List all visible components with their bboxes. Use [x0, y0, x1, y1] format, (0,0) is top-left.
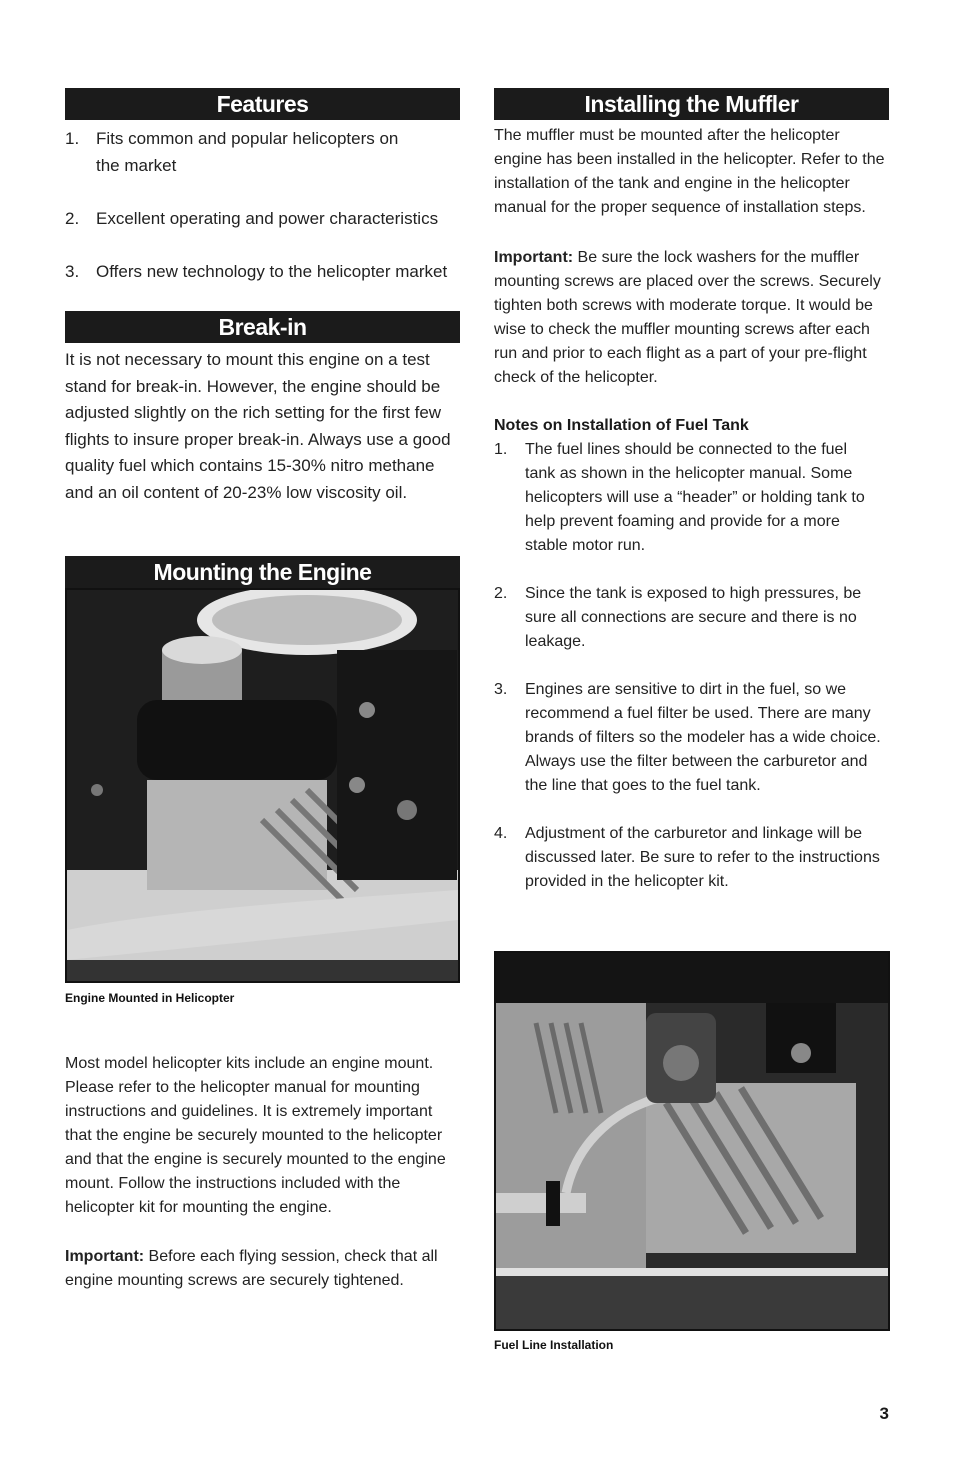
mounting-important: Important: Before each flying session, check that all engine mounting screws are securely tightened.	[65, 1248, 438, 1289]
tank-notes-list	[494, 438, 889, 894]
mounting-heading: Mounting the Engine	[65, 556, 460, 588]
important-label: Important:	[65, 1248, 145, 1265]
features-heading: Features	[65, 88, 460, 120]
list-item: 3. Engines are sensitive to dirt in the fuel, so we recommend a fuel filter be used. There are many brands of filters so the modeler has a wide choice. Always use the filter between the carburetor and the line that goes to the fuel tank.	[494, 681, 881, 794]
engine-photo-caption: Engine Mounted in Helicopter	[65, 991, 235, 1005]
fuel-line-photo	[494, 951, 890, 1331]
tank-subheading: Notes on Installation of Fuel Tank	[494, 417, 749, 434]
muffler-important: Important: Be sure the lock washers for the muffler mounting screws are placed over the screws. Securely tighten both screws with moderate torque. It would be wise to check the muffler mounting screws after each run and prior to each flight as a part of your pre-flight check of the helicopter.	[494, 249, 881, 386]
engine-photo-illustration	[67, 590, 458, 981]
list-item: 4. Adjustment of the carburetor and linkage will be discussed later. Be sure to refer to the instructions provided in the helicopter kit.	[494, 825, 880, 890]
breakin-heading: Break-in	[65, 311, 460, 343]
left-column	[65, 88, 460, 1293]
list-item: 1. The fuel lines should be connected to the fuel tank as shown in the helicopter manual. Some helicopters will use a “header” or holding tank to help prevent foaming and provide for a more stable motor run.	[494, 441, 865, 554]
fuel-photo-caption: Fuel Line Installation	[494, 1338, 614, 1352]
muffler-heading: Installing the Muffler	[494, 88, 889, 120]
list-item: 3. Offers new technology to the helicopter market	[65, 262, 448, 281]
list-item: 2. Excellent operating and power characteristics	[65, 209, 439, 228]
list-item: 2. Since the tank is exposed to high pressures, be sure all connections are secure and there is no leakage.	[494, 585, 862, 650]
page-number: 3	[879, 1404, 889, 1423]
mounting-paragraph: Most model helicopter kits include an engine mount. Please refer to the helicopter manual for mounting instructions and guidelines. It is extremely important that the engine be securely mounted to the helicopter and that the engine is securely mounted to the engine mount. Follow the instructions included with the helicopter kit for mounting the engine.	[65, 1055, 446, 1216]
breakin-text: It is not necessary to mount this engine on a test stand for break-in. However, the engine should be adjusted slightly on the rich setting for the first few flights to insure proper break-in. Always use a good quality fuel which contains 15-30% nitro methane and an oil content of 20-23% low viscosity oil.	[65, 350, 451, 502]
list-item: 1. Fits common and popular helicopters on the market	[65, 129, 399, 175]
features-list	[65, 125, 460, 285]
muffler-paragraph: The muffler must be mounted after the helicopter engine has been installed in the helicopter. Refer to the installation of the tank and engine in the helicopter manual for the proper sequence of installation steps.	[494, 127, 885, 216]
engine-mounted-photo	[65, 588, 460, 983]
important-label: Important:	[494, 249, 574, 266]
fuel-line-illustration	[496, 953, 888, 1329]
right-column	[494, 88, 889, 1352]
